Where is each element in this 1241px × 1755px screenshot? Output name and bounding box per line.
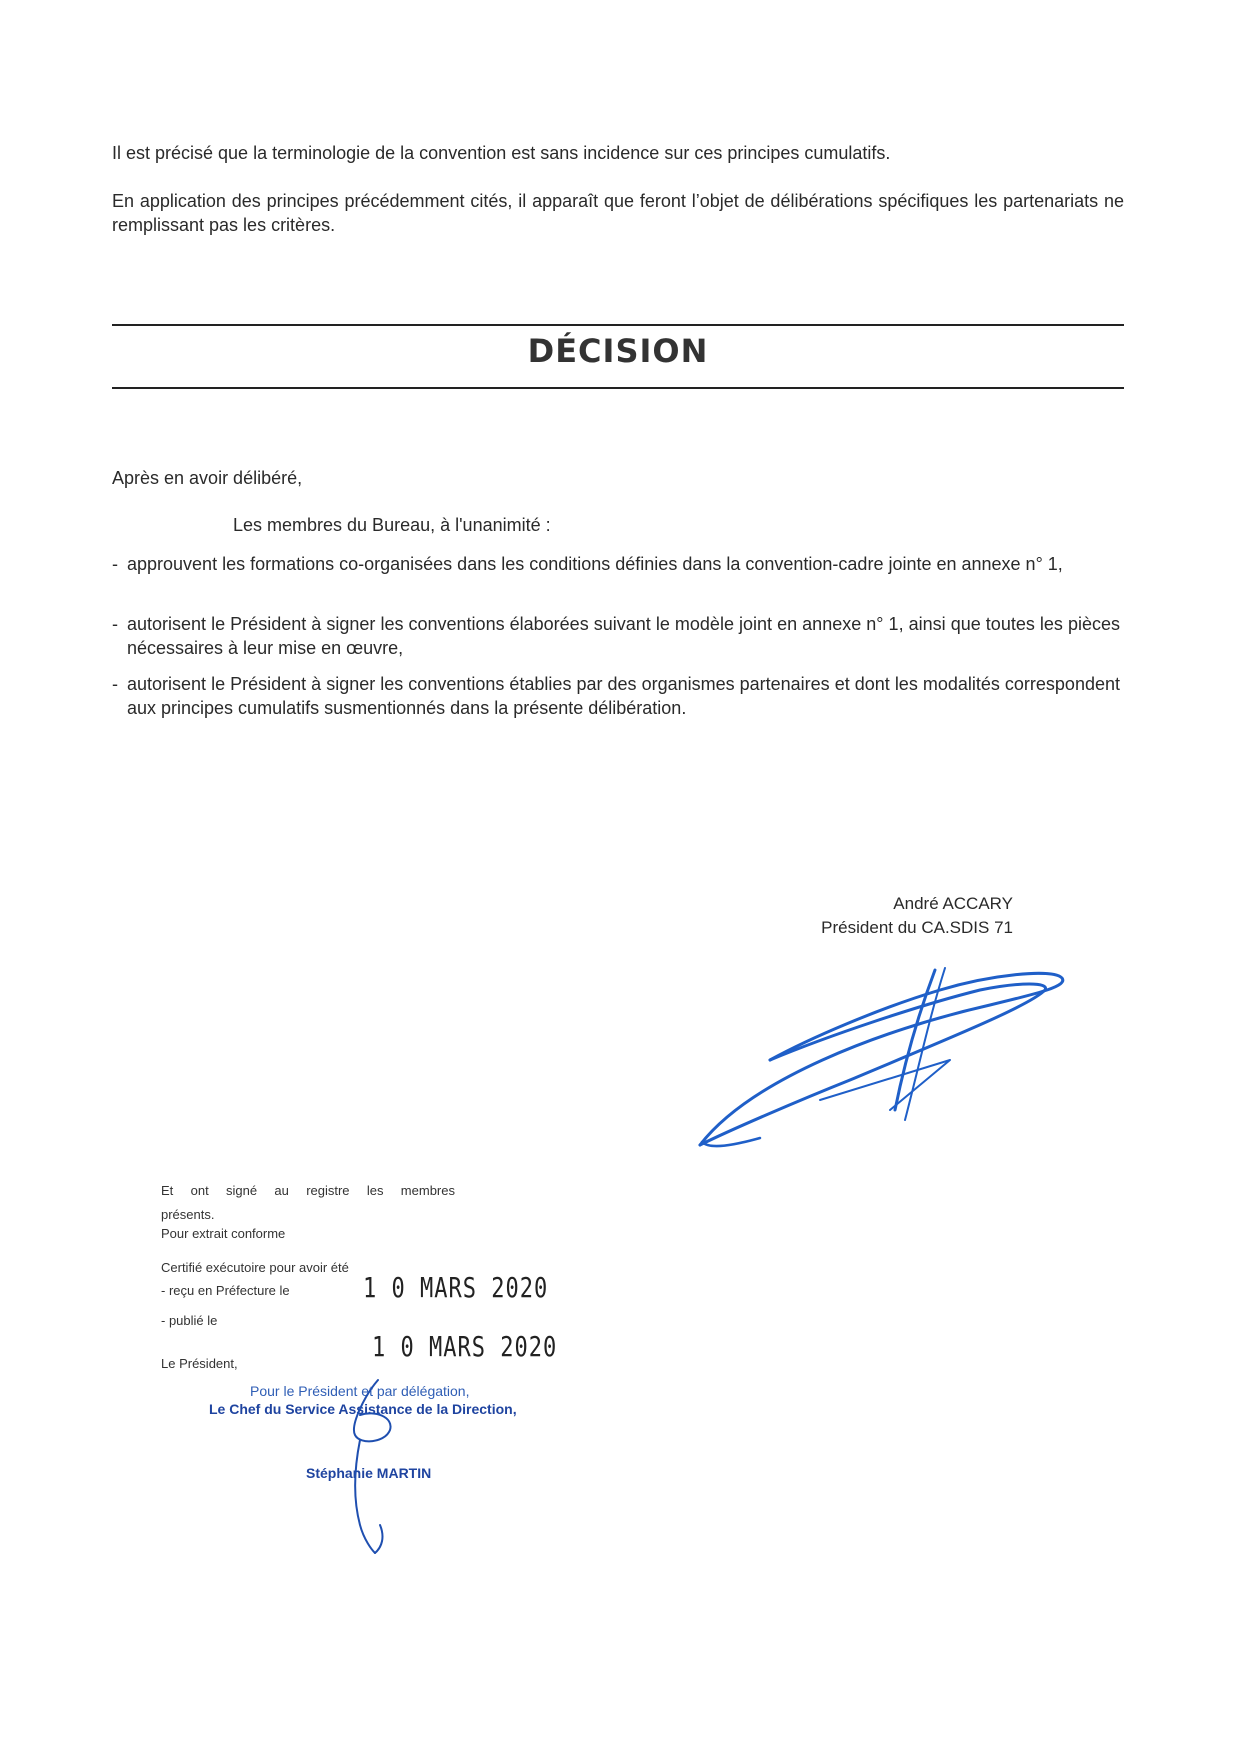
received-line: - reçu en Préfecture le xyxy=(161,1283,290,1298)
decision-item xyxy=(112,612,1120,660)
registry-line-1: Et ont signé au registre les membres xyxy=(161,1183,455,1198)
intro-paragraph-2: En application des principes précédemment cités, il apparaît que feront l’objet de délibérations spécifiques les partenariats ne remplissant pas les critères. xyxy=(112,191,1124,235)
decision-title: DÉCISION xyxy=(527,332,709,370)
registry-line-2: présents. xyxy=(161,1207,215,1222)
received-date-stamp: 1 0 MARS 2020 xyxy=(363,1273,549,1305)
published-line: - publié le xyxy=(161,1313,218,1328)
decision-item xyxy=(112,552,1120,576)
bullet-dash: - xyxy=(112,614,118,634)
delegation-line-1: Pour le Président et par délégation, xyxy=(250,1383,470,1399)
bullet-dash: - xyxy=(112,674,118,694)
decision-item-text: approuvent les formations co-organisées dans les conditions définies dans la convention-cadre jointe en annexe n° 1, xyxy=(127,554,1063,574)
delegation-name: Stéphanie MARTIN xyxy=(306,1465,432,1481)
delegate-signature xyxy=(330,1375,410,1560)
intro-paragraph-1: Il est précisé que la terminologie de la convention est sans incidence sur ces principes cumulatifs. xyxy=(112,143,891,163)
deliberated-line: Après en avoir délibéré, xyxy=(112,468,303,488)
decision-bottom-rule xyxy=(112,387,1124,389)
bullet-dash: - xyxy=(112,554,118,574)
delegation-line-2: Le Chef du Service Assistance de la Direction, xyxy=(209,1401,517,1417)
certified-line: Certifié exécutoire pour avoir été xyxy=(161,1260,349,1275)
registry-line-3: Pour extrait conforme xyxy=(161,1226,286,1241)
decision-item-text: autorisent le Président à signer les conventions élaborées suivant le modèle joint en annexe n° 1, ainsi que toutes les pièces nécessaires à leur mise en œuvre, xyxy=(127,614,1120,658)
members-line: Les membres du Bureau, à l'unanimité : xyxy=(233,515,551,535)
published-date-stamp: 1 0 MARS 2020 xyxy=(372,1332,558,1364)
decision-item-text: autorisent le Président à signer les conventions établies par des organismes partenaires et dont les modalités correspondent aux principes cumulatifs susmentionnés dans la présente délibération. xyxy=(127,674,1120,718)
signatory-name: André ACCARY xyxy=(893,894,1013,913)
decision-top-rule xyxy=(112,324,1124,326)
decision-item xyxy=(112,672,1120,720)
signatory-role: Président du CA.SDIS 71 xyxy=(821,918,1013,937)
president-signature xyxy=(690,960,1090,1160)
president-label: Le Président, xyxy=(161,1356,238,1371)
